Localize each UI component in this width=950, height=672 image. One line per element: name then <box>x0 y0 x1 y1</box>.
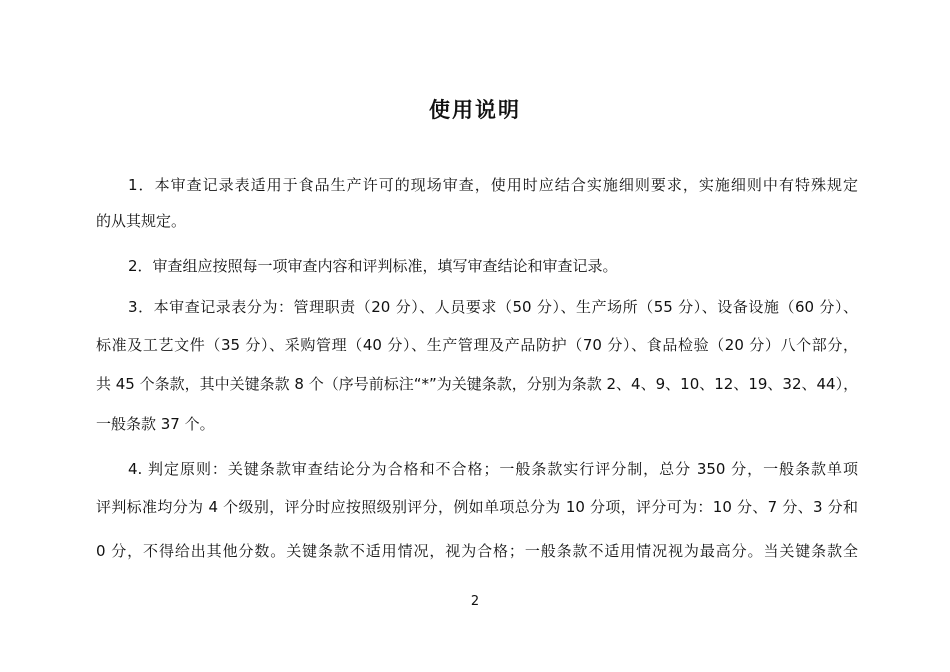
paragraph-2-line-1: 2．审查组应按照每一项审查内容和评判标准，填写审查结论和审查记录。 <box>128 257 618 275</box>
page-title: 使用说明 <box>429 98 521 122</box>
paragraph-1-line-1: 1．本审查记录表适用于食品生产许可的现场审查，使用时应结合实施细则要求，实施细则中有特殊规定 <box>128 176 858 194</box>
paragraph-3-line-2: 标准及工艺文件（35 分）、采购管理（40 分）、生产管理及产品防护（70 分）、食品检验（20 分）八个部分， <box>96 336 858 354</box>
paragraph-4-line-3: 0 分，不得给出其他分数。关键条款不适用情况，视为合格；一般条款不适用情况视为最高分。当关键条款全 <box>96 542 858 560</box>
paragraph-1-line-2: 的从其规定。 <box>96 212 187 230</box>
page-number: 2 <box>470 594 480 609</box>
paragraph-3-line-4: 一般条款 37 个。 <box>96 415 215 433</box>
paragraph-3-line-1: 3．本审查记录表分为：管理职责（20 分）、人员要求（50 分）、生产场所（55 分）、设备设施（60 分）、 <box>128 298 858 316</box>
paragraph-3-line-3: 共 45 个条款，其中关键条款 8 个（序号前标注“*”为关键条款，分别为条款 2、4、9、10、12、19、32、44）， <box>96 375 858 393</box>
paragraph-4-line-2: 评判标准均分为 4 个级别，评分时应按照级别评分，例如单项总分为 10 分项，评分可为：10 分、7 分、3 分和 <box>96 498 858 516</box>
paragraph-4-line-1: 4. 判定原则：关键条款审查结论分为合格和不合格；一般条款实行评分制，总分 350 分，一般条款单项 <box>128 460 858 478</box>
